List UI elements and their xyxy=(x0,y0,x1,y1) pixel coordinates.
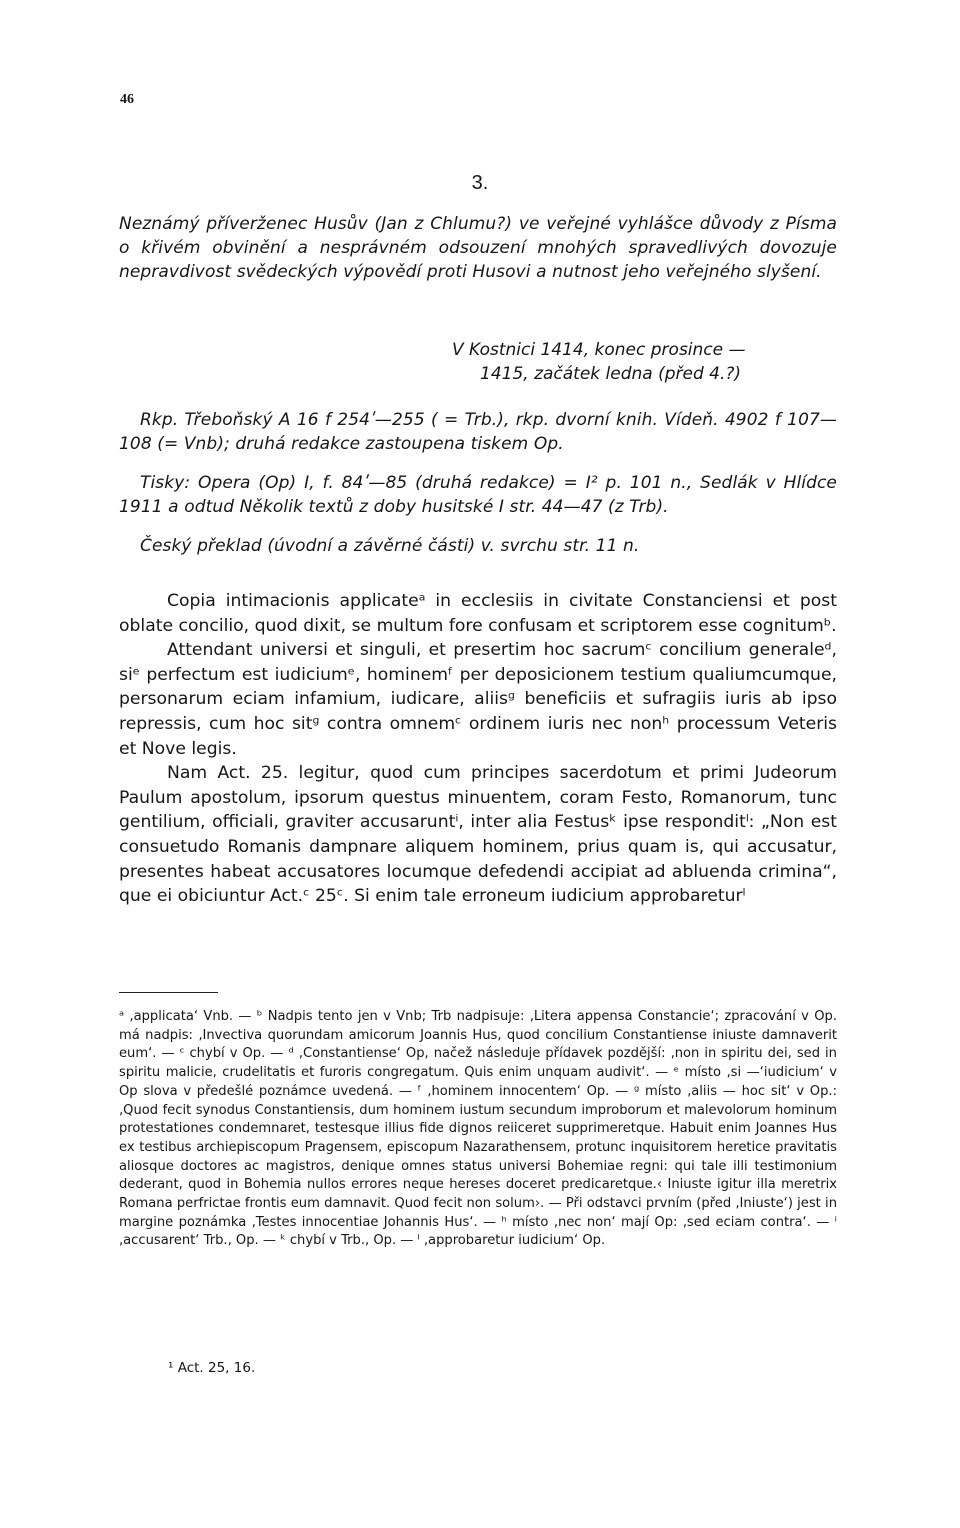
manuscripts-note: Rkp. Třeboňský A 16 f 254ʹ—255 ( = Trb.), rkp. dvorní knih. Vídeň. 4902 f 107—108 (= Vnb); druhá redakce zastoupena tiskem Op. xyxy=(119,410,837,454)
place-date-line-2: 1415, začátek ledna (před 4.?) xyxy=(480,364,742,384)
critical-apparatus-footnotes: ᵃ ‚applicata‘ Vnb. — ᵇ Nadpis tento jen v Vnb; Trb nadpisuje: ‚Litera appensa Constancie‘; zpracování v Op. má nadpis: ‚Invectiva quorundam amicorum Joannis Hus, quod concilium Constantiense iniuste damnaverit eum‘. — ᶜ chybí v Op. — ᵈ ‚Constantiense‘ Op, načež následuje přídavek pozdější: ‚non in spiritu dei, sed in spiritu malicie, crudelitatis et furoris congregatum. Quis enim unquam audivit‘. — ᵉ místo ‚si —‘iudicium‘ v Op slova v předešlé poznámce uvedená. — ᶠ ‚hominem innocentem‘ Op. — ᵍ místo ‚aliis — hoc sit‘ v Op.: ‚Quod fecit synodus Constantiensis, dum hominem iustum secundum improborum et malevolorum hominum protestationes condemnaret, testesque illius fide dignos reiiceret supprimeretque. Habuit enim Joannes Hus ex testibus archiepiscopum Pragensem, episcopum Nazarathensem, protunc inquisitorem heretice pravitatis aliosque doctores ac magistros, denique omnes status universi Bohemiae regni: qui tale illi testimonium dederant, quod in Bohemia nullos errores neque hereses doceret predicaretque.‹ Iniuste igitur illa meretrix Romana perfrictae frontis eum damnavit. Quod fecit non solum›. — Při odstavci prvním (před ‚Iniuste‘) jest in margine poznámka ‚Testes innocentiae Johannis Hus‘. — ʰ místo ‚nec non‘ mají Op: ‚sed eciam contra‘. — ⁱ ‚accusarent‘ Trb., Op. — ᵏ chybí v Trb., Op. — ˡ ‚approbaretur iudicium‘ Op. xyxy=(119,1009,837,1249)
footnote-divider xyxy=(119,992,218,993)
section-number: 3. xyxy=(471,172,489,194)
translation-note: Český překlad (úvodní a závěrné části) v. svrchu str. 11 n. xyxy=(140,536,640,556)
editions-note: Tisky: Opera (Op) I, f. 84ʹ—85 (druhá redakce) = I² p. 101 n., Sedlák v Hlídce 1911 a odtud Několik textů z doby husitské I str. 44—47 (z Trb). xyxy=(119,473,837,517)
latin-paragraph-1: Attendant universi et singuli, et presertim hoc sacrumᶜ concilium generaleᵈ, siᵉ perfectum est iudiciumᵉ, hominemᶠ per deposicionem testium qualiumcumque, personarum eciam infamium, iudicare, aliisᵍ beneficiis et sufragiis iuris ab ipso repressis, cum hoc sitᵍ contra omnemᶜ ordinem iuris nec nonʰ processum Veteris et Nove legis. xyxy=(119,640,837,759)
place-date xyxy=(452,338,842,386)
place-date-line-1: V Kostnici 1414, konec prosince — xyxy=(452,340,746,360)
latin-heading-paragraph: Copia intimacionis applicateᵃ in ecclesiis in civitate Constanciensi et post oblate concilio, quod dixit, se multum fore confusam et scriptorem esse cognitumᵇ. xyxy=(119,591,837,636)
latin-text xyxy=(119,589,837,909)
document-summary: Neznámý příverženec Husův (Jan z Chlumu?) ve veřejné vyhlášce důvody z Písma o křivém obvinění a nesprávném odsouzení mnohých spravedlivých dovozuje nepravdivost svědeckých výpovědí proti Husovi a nutnost jeho veřejného slyšení. xyxy=(119,214,837,282)
source-footnote: ¹ Act. 25, 16. xyxy=(168,1360,256,1376)
latin-paragraph-2: Nam Act. 25. legitur, quod cum principes sacerdotum et primi Judeorum Paulum apostolum, ipsorum questus minuentem, coram Festo, Romanorum, tunc gentilium, officiali, graviter accusaruntⁱ, inter alia Festusᵏ ipse responditˡ: „Non est consuetudo Romanis dampnare aliquem hominem, prius quam is, qui accusatur, presentes habeat accusatores locumque defedendi accipiat ad abluenda crimina“, que ei obiciuntur Act.ᶜ 25ᶜ. Si enim tale erroneum iudicium approbareturˡ xyxy=(119,763,837,907)
page-number: 46 xyxy=(120,92,134,107)
